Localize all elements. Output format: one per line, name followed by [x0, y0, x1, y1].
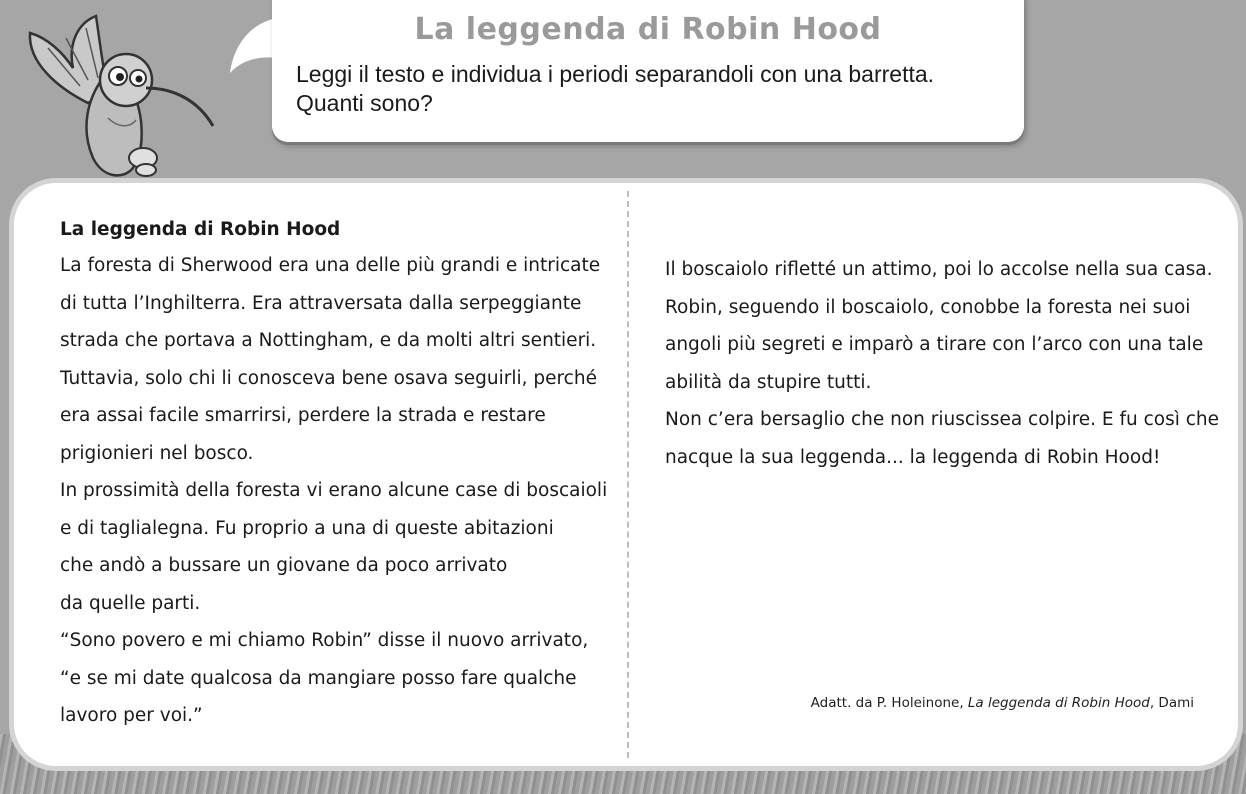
text-line: “e se mi date qualcosa da mangiare posso fare qualche	[60, 667, 577, 689]
text-line: strada che portava a Nottingham, e da molti altri sentieri.	[60, 330, 597, 351]
exercise-instruction: Leggi il testo e individua i periodi separandoli con una barretta. Quanti sono?	[296, 61, 935, 116]
text-line: prigionieri nel bosco.	[60, 442, 254, 464]
story-title: La leggenda di Robin Hood	[60, 219, 341, 240]
credit-prefix: Adatt. da P. Holeinone,	[810, 695, 968, 711]
reading-card	[14, 183, 1238, 766]
text-line: In prossimità della foresta vi erano alcune case di boscaioli	[60, 480, 608, 501]
column-divider	[627, 191, 629, 758]
text-line: angoli più segreti e imparò a tirare con l’arco con una tale	[665, 334, 1204, 355]
credit-work-title: La leggenda di Robin Hood	[967, 695, 1150, 711]
source-credit	[811, 695, 1194, 711]
exercise-title: La leggenda di Robin Hood	[414, 12, 882, 47]
text-line: Il boscaiolo rifletté un attimo, poi lo accolse nella sua casa.	[665, 259, 1213, 280]
text-line: di tutta l’Inghilterra. Era attraversata dalla serpeggiante	[60, 292, 582, 314]
credit-suffix: , Dami	[1149, 695, 1194, 711]
text-line: era assai facile smarrirsi, perdere la strada e restare	[60, 405, 546, 426]
text-line: che andò a bussare un giovane da poco arrivato	[60, 555, 508, 576]
hummingbird-mascot-illustration	[18, 8, 218, 183]
text-line: “Sono povero e mi chiamo Robin” disse il nuovo arrivato,	[60, 630, 589, 651]
text-line: Tuttavia, solo chi li conosceva bene osava seguirli, perché	[60, 367, 597, 389]
text-line: e di taglialegna. Fu proprio a una di queste abitazioni	[60, 517, 554, 539]
text-line: da quelle parti.	[60, 592, 201, 614]
text-column-left	[60, 213, 608, 735]
text-line: Robin, seguendo il boscaiolo, conobbe la foresta nei suoi	[665, 296, 1191, 318]
text-column-right	[665, 251, 1220, 476]
text-line: La foresta di Sherwood era una delle più grandi e intricate	[60, 255, 601, 276]
text-line: lavoro per voi.”	[60, 705, 203, 726]
text-line: Non c’era bersaglio che non riuscissea colpire. E fu così che	[665, 409, 1220, 430]
text-line: abilità da stupire tutti.	[665, 371, 872, 393]
instruction-bubble	[272, 0, 1024, 142]
text-line: nacque la sua leggenda... la leggenda di Robin Hood!	[665, 446, 1161, 468]
